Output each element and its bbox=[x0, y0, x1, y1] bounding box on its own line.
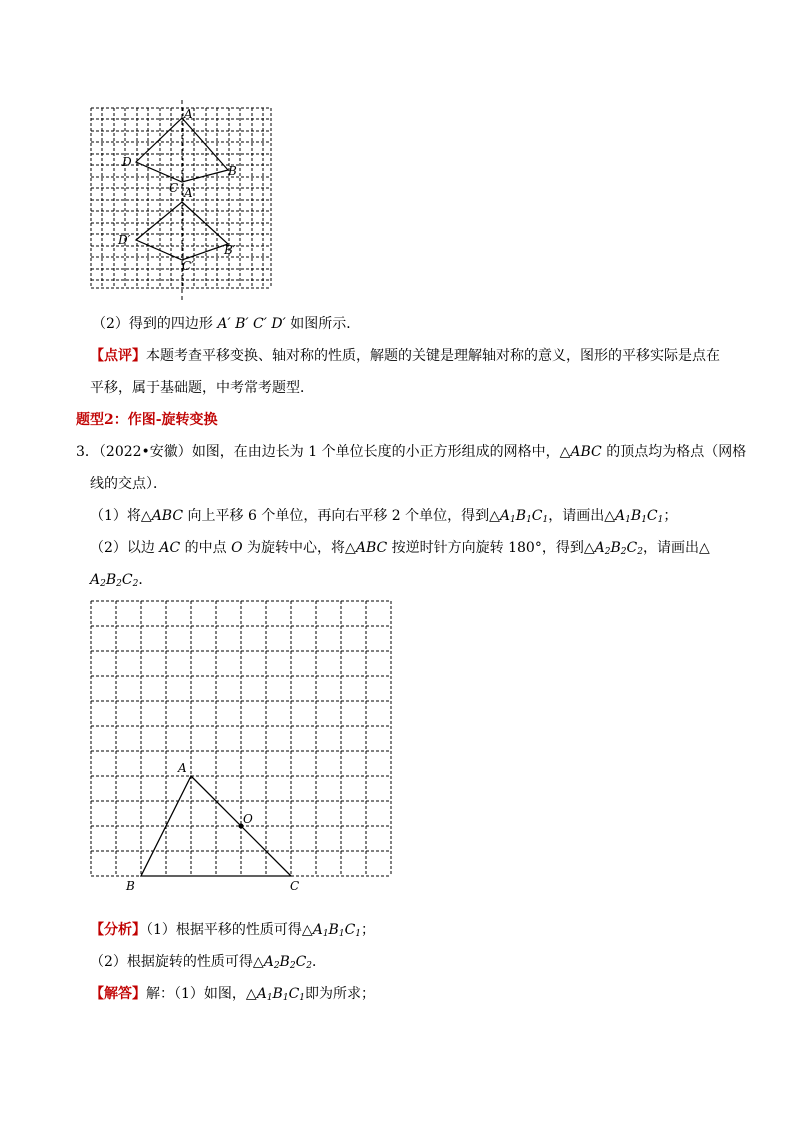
analysis-line-1: 【分析】（1）根据平移的性质可得$\triangle A_1B_1C_1$； bbox=[90, 922, 376, 939]
problem3-line-1: 3．（2022•安徽）如图，在由边长为 1 个单位长度的小正方形组成的网格中，△ABC 的顶点均为格点（网格 bbox=[76, 444, 747, 460]
part2-result-line: （2）得到的四边形 A′ B′ C′ D′ 如图所示． bbox=[92, 316, 361, 332]
analysis-tag: 【分析】 bbox=[90, 922, 146, 938]
figure-translation-grid bbox=[88, 98, 278, 302]
problem3-q2-line-2: $A_2B_2C_2$． bbox=[90, 572, 153, 589]
label-b: B bbox=[228, 164, 237, 178]
label-c: C bbox=[169, 181, 179, 195]
problem3-q2-line-1: （2）以边 AC 的中点 O 为旋转中心，将△ABC 按逆时针方向旋转 180°，得到$\triangle A_2B_2C_2$，请画出△ bbox=[90, 540, 710, 557]
problem3-line-2: 线的交点）． bbox=[90, 476, 167, 492]
label-d-prime: D′ bbox=[118, 233, 131, 247]
section-title: 题型2：作图-旋转变换 bbox=[76, 412, 218, 428]
figure-rotation-grid bbox=[86, 596, 398, 896]
label-o: O bbox=[243, 812, 253, 826]
problem3-q1: （1）将△ABC 向上平移 6 个单位，再向右平移 2 个单位，得到$\triangle A_1B_1C_1$，请画出$\triangle A_1B_1C_1$； bbox=[90, 508, 678, 525]
label-b-prime: B′ bbox=[224, 243, 236, 257]
answer-tag: 【解答】 bbox=[90, 986, 146, 1002]
answer-line: 【解答】解：（1）如图，$\triangle A_1B_1C_1$即为所求； bbox=[90, 986, 376, 1003]
comment-line-2: 平移，属于基础题，中考常考题型． bbox=[90, 380, 314, 396]
label-c: C bbox=[290, 879, 300, 893]
comment-line-1: 【点评】本题考查平移变换、轴对称的性质，解题的关键是理解轴对称的意义，图形的平移实际是点在 bbox=[90, 348, 720, 364]
label-b: B bbox=[126, 879, 135, 893]
label-d: D bbox=[122, 155, 132, 169]
label-a: A bbox=[184, 107, 193, 121]
label-a-prime: A′ bbox=[184, 186, 196, 200]
analysis-line-2: （2）根据旋转的性质可得$\triangle A_2B_2C_2$． bbox=[90, 954, 327, 971]
label-c-prime: C′ bbox=[182, 259, 194, 273]
label-a: A bbox=[178, 761, 187, 775]
comment-tag: 【点评】 bbox=[90, 348, 146, 364]
